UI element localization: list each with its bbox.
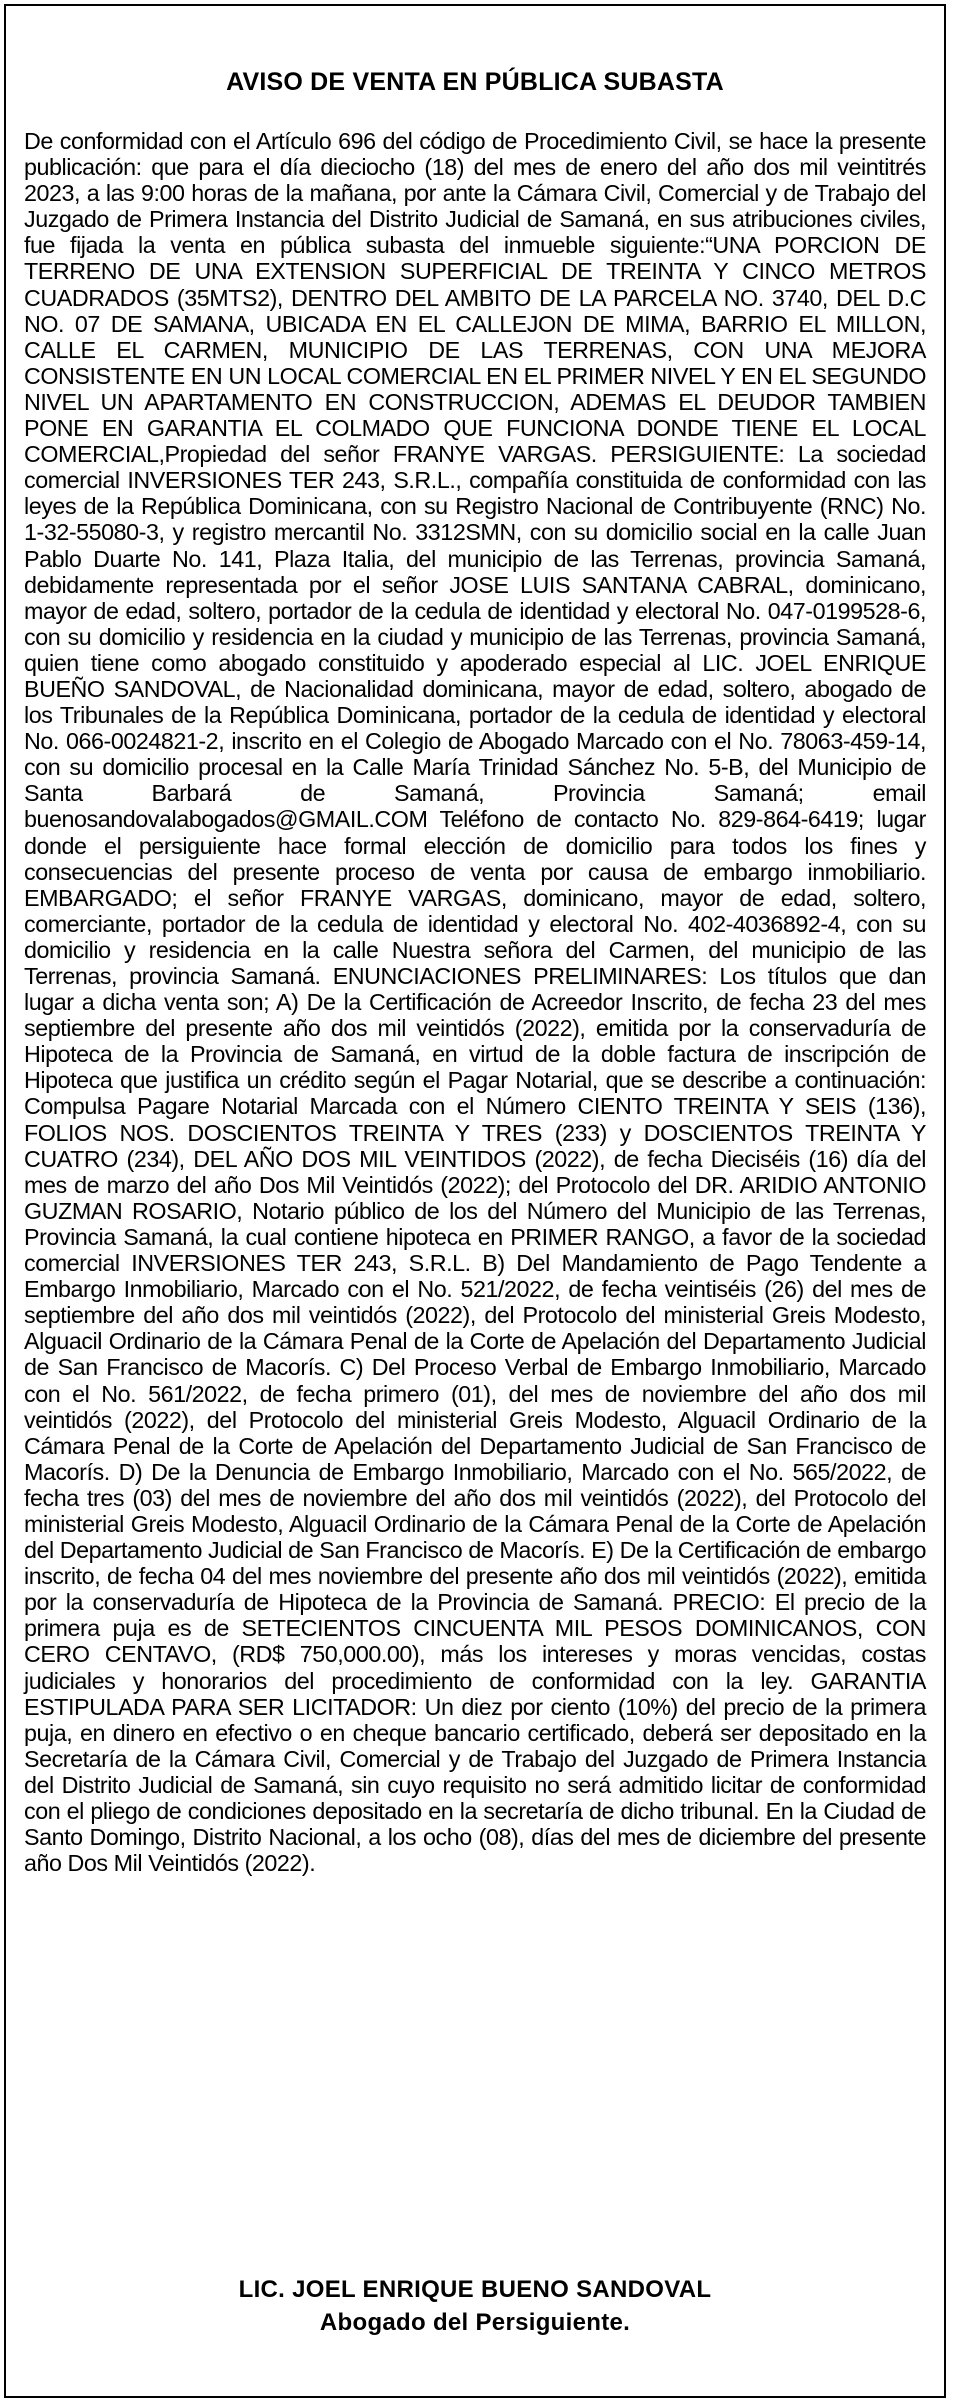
notice-body: De conformidad con el Artículo 696 del código de Procedimiento Civil, se hace la presente publicación: que para el día dieciocho (18) del mes de enero del año dos mil veintitrés 2023, a las 9:00 horas de la mañana, por ante la Cámara Civil, Comercial y de Trabajo del Juzgado de Primera Instancia del Distrito Judicial de Samaná, en sus atribuciones civiles, fue fijada la venta en pública subasta del inmueble siguiente:“UNA PORCION DE TERRENO DE UNA EXTENSION SUPERFICIAL DE TREINTA Y CINCO METROS CUADRADOS (35MTS2), DENTRO DEL AMBITO DE LA PARCELA NO. 3740, DEL D.C NO. 07 DE SAMANA, UBICADA EN EL CALLEJON DE MIMA, BARRIO EL MILLON, CALLE EL CARMEN, MUNICIPIO DE LAS TERRENAS, CON UNA MEJORA CONSISTENTE EN UN LOCAL COMERCIAL EN EL PRIMER NIVEL Y EN EL SEGUNDO NIVEL UN APARTAMENTO EN CONSTRUCCION, ADEMAS EL DEUDOR TAMBIEN PONE EN GARANTIA EL COLMADO QUE FUNCIONA DONDE TIENE EL LOCAL COMERCIAL,Propiedad del señor FRANYE VARGAS. PERSIGUIENTE: La sociedad comercial INVERSIONES TER 243, S.R.L., compañía constituida de conformidad con las leyes de la República Dominicana, con su Registro Nacional de Contribuyente (RNC) No. 1-32-55080-3, y registro mercantil No. 3312SMN, con su domicilio social en la calle Juan Pablo Duarte No. 141, Plaza Italia, del municipio de las Terrenas, provincia Samaná, debidamente representada por el señor JOSE LUIS SANTANA CABRAL, dominicano, mayor de edad, soltero, portador de la cedula de identidad y electoral No. 047-0199528-6, con su domicilio y residencia en la ciudad y municipio de las Terrenas, provincia Samaná, quien tiene como abogado constituido y apoderado especial al LIC. JOEL ENRIQUE BUEÑO SANDOVAL, de Nacionalidad dominicana, mayor de edad, soltero, abogado de los Tribunales de la República Dominicana, portador de la cedula de identidad y electoral No. 066-0024821-2, inscrito en el Colegio de Abogado Marcado con el No. 78063-459-14, con su domicilio procesal en la Calle María Trinidad Sánchez No. 5-B, del Municipio de Santa Barbará de Samaná, Provincia Samaná; email buenosandovalabogados@GMAIL.COM Teléfono de contacto No. 829-864-6419; lugar donde el persiguiente hace formal elección de domicilio para todos los fines y consecuencias del presente proceso de venta por causa de embargo inmobiliario. EMBARGADO; el señor FRANYE VARGAS, dominicano, mayor de edad, soltero, comerciante, portador de la cedula de identidad y electoral No. 402-4036892-4, con su domicilio y residencia en la calle Nuestra señora del Carmen, del municipio de las Terrenas, provincia Samaná. ENUNCIACIONES PRELIMINARES: Los títulos que dan lugar a dicha venta son; A) De la Certificación de Acreedor Inscrito, de fecha 23 del mes septiembre del presente año dos mil veintidós (2022), emitida por la conservaduría de Hipoteca de la Provincia de Samaná, en virtud de la doble factura de inscripción de Hipoteca que justifica un crédito según el Pagar Notarial, que se describe a continuación: Compulsa Pagare Notarial Marcada con el Número CIENTO TREINTA Y SEIS (136), FOLIOS NOS. DOSCIENTOS TREINTA Y TRES (233) y DOSCIENTOS TREINTA Y CUATRO (234), DEL AÑO DOS MIL VEINTIDOS (2022), de fecha Dieciséis (16) día del mes de marzo del año Dos Mil Veintidós (2022); del Protocolo del DR. ARIDIO ANTONIO GUZMAN ROSARIO, Notario público de los del Número del Municipio de las Terrenas, Provincia Samaná, la cual contiene hipoteca en PRIMER RANGO, a favor de la sociedad comercial INVERSIONES TER 243, S.R.L. B) Del Mandamiento de Pago Tendente a Embargo Inmobiliario, Marcado con el No. 521/2022, de fecha veintiséis (26) del mes de septiembre del año dos mil veintidós (2022), del Protocolo del ministerial Greis Modesto, Alguacil Ordinario de la Cámara Penal de la Corte de Apelación del Departamento Judicial de San Francisco de Macorís. C) Del Proceso Verbal de Embargo Inmobiliario, Marcado con el No. 561/2022, de fecha primero (01), del mes de noviembre del año dos mil veintidós (2022), del Protocolo del ministerial Greis Modesto, Alguacil Ordinario de la Cámara Penal de la Corte de Apelación del Departamento Judicial de San Francisco de Macorís. D) De la Denuncia de Embargo Inmobiliario, Marcado con el No. 565/2022, de fecha tres (03) del mes de noviembre del año dos mil veintidós (2022), del Protocolo del ministerial Greis Modesto, Alguacil Ordinario de la Cámara Penal de la Corte de Apelación del Departamento Judicial de San Francisco de Macorís. E) De la Certificación de embargo inscrito, de fecha 04 del mes noviembre del presente año dos mil veintidós (2022), emitida por la conservaduría de Hipoteca de la Provincia de Samaná. PRECIO: El precio de la primera puja es de SETECIENTOS CINCUENTA MIL PESOS DOMINICANOS, CON CERO CENTAVO, (RD$ 750,000.00), más los intereses y moras vencidas, costas judiciales y honorarios del procedimiento de conformidad con la ley. GARANTIA ESTIPULADA PARA SER LICITADOR: Un diez por ciento (10%) del precio de la primera puja, en dinero en efectivo o en cheque bancario certificado, deberá ser depositado en la Secretaría de la Cámara Civil, Comercial y de Trabajo del Juzgado de Primera Instancia del Distrito Judicial de Samaná, sin cuyo requisito no será admitido licitar de conformidad con el pliego de condiciones depositado en la secretaría de dicho tribunal. En la Ciudad de Santo Domingo, Distrito Nacional, a los ocho (08), días del mes de diciembre del presente año Dos Mil Veintidós (2022). — [24, 128, 926, 1877]
legal-notice — [4, 4, 946, 2398]
signature-name: LIC. JOEL ENRIQUE BUENO SANDOVAL — [238, 2276, 712, 2303]
notice-title: AVISO DE VENTA EN PÚBLICA SUBASTA — [226, 68, 724, 96]
signature-role: Abogado del Persiguiente. — [319, 2309, 631, 2336]
